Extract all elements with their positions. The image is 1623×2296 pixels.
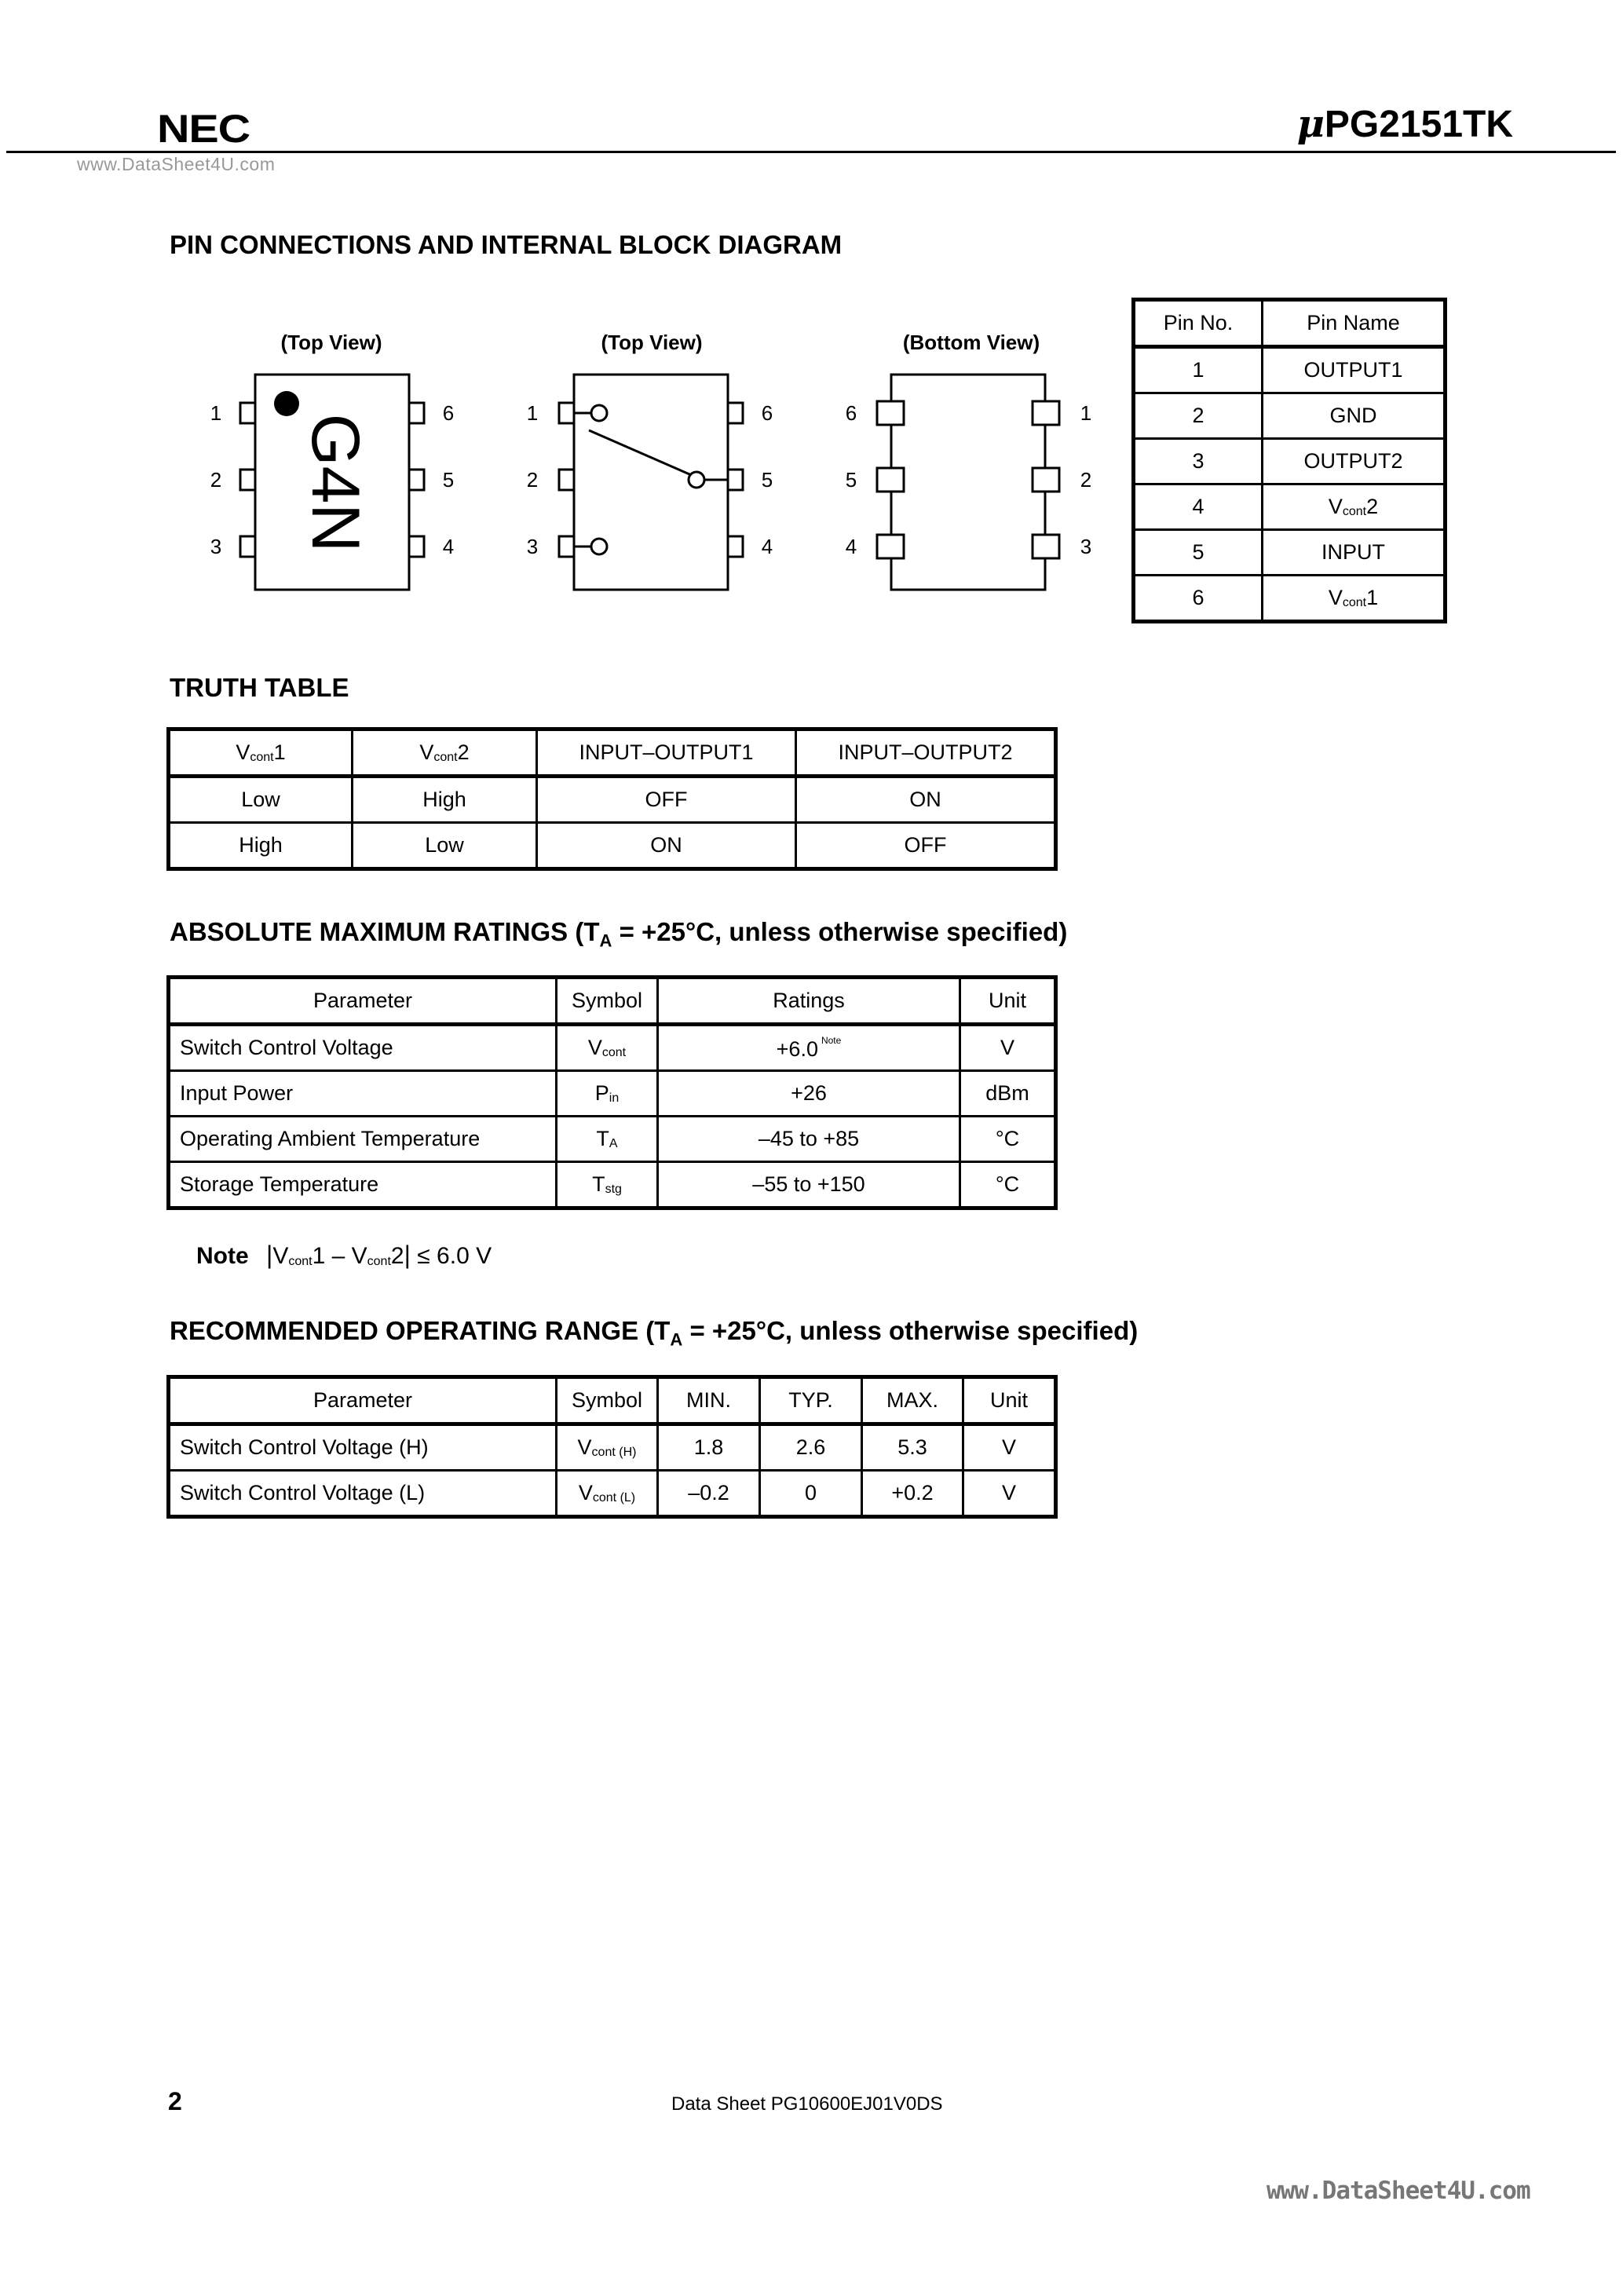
table-cell: Unit [960,978,1056,1025]
abs-max-title: ABSOLUTE MAXIMUM RATINGS ($T_A = +25^\circ C$, unless otherwise specified) [170,917,1068,951]
table-cell: °C [960,1117,1056,1162]
truth-header: INPUT–OUTPUT2 [796,729,1056,777]
table-cell: V [963,1471,1056,1517]
pin-label: 4 [442,535,455,558]
table-row [169,1471,1056,1517]
switch-arm [589,430,695,477]
pin-label: 2 [210,468,222,492]
truth-header: $V_{cont}2$ [353,729,537,777]
table-cell: dBm [960,1071,1056,1117]
truth-table-title: TRUTH TABLE [170,673,349,702]
table-cell: Switch Control Voltage (H) [169,1424,557,1471]
table-cell: OFF [537,777,796,823]
table-cell: V [963,1424,1056,1471]
rec-op-table [166,1375,1058,1519]
table-cell: $V_{cont (L)}$ [557,1471,658,1517]
pin-label: 1 [1080,401,1092,425]
pin-label: 5 [442,468,455,492]
table-cell: +0.2 [862,1471,963,1517]
abs-max-note: Note $|V_{cont}1 - V_{cont}2| \le 6.0$ V [196,1241,492,1269]
pin-no: 4 [1134,484,1263,530]
pin-label: 4 [761,535,773,558]
table-row [169,823,1056,869]
pin-label: 5 [845,468,857,492]
pin-name: OUTPUT2 [1263,439,1446,484]
pin-no: 5 [1134,530,1263,576]
pin-label: 3 [526,535,539,558]
pin-name: $V_{cont}2$ [1263,484,1446,530]
table-cell: Symbol [557,1377,658,1424]
table-cell: Switch Control Voltage (L) [169,1471,557,1517]
pin-no: 3 [1134,439,1263,484]
table-cell: TYP. [760,1377,862,1424]
abs-max-table [166,975,1058,1210]
table-cell: V [960,1025,1056,1071]
pin-label: 6 [845,401,857,425]
pin-diagrams [157,314,1099,612]
table-cell: –45 to +85 [658,1117,960,1162]
table-cell: +6.0 $^{Note}$ [658,1025,960,1071]
header-rule [6,151,1616,153]
pin-label: 3 [1080,535,1092,558]
pin-label: 1 [210,401,222,425]
pin-no-header: Pin No. [1134,300,1263,347]
pin1-dot-icon [274,391,299,416]
page-number: 2 [168,2087,182,2115]
table-cell: 5.3 [862,1424,963,1471]
table-cell: OFF [796,823,1056,869]
pin-no: 1 [1134,347,1263,393]
table-cell: MAX. [862,1377,963,1424]
table-row [169,1071,1056,1117]
pin-label: 2 [526,468,539,492]
table-cell: $P_{in}$ [557,1071,658,1117]
truth-table [166,727,1058,871]
package-block-diagram [559,375,743,590]
table-cell: High [353,777,537,823]
table-cell: Switch Control Voltage [169,1025,557,1071]
pin-no: 6 [1134,576,1263,622]
header-watermark[interactable]: www.DataSheet4U.com [77,154,276,174]
table-cell: Input Power [169,1071,557,1117]
pin-name: $V_{cont}1$ [1263,576,1446,622]
table-cell: $V_{cont}$ [557,1025,658,1071]
pin-section-title: PIN CONNECTIONS AND INTERNAL BLOCK DIAGRAM [170,230,843,259]
table-cell: Ratings [658,978,960,1025]
view-label-bottom: (Bottom View) [902,331,1040,354]
pin-label: 3 [210,535,222,558]
pin-name: OUTPUT1 [1263,347,1446,393]
pin-label: 6 [442,401,455,425]
pin-name: INPUT [1263,530,1446,576]
table-cell: Parameter [169,1377,557,1424]
pin-table [1131,298,1447,623]
table-cell: MIN. [658,1377,760,1424]
pin-label: 2 [1080,468,1092,492]
footer-doc-id: Data Sheet PG10600EJ01V0DS [671,2093,943,2115]
pin-name-header: Pin Name [1263,300,1446,347]
truth-header: INPUT–OUTPUT1 [537,729,796,777]
table-cell: High [169,823,353,869]
table-row [169,1117,1056,1162]
table-cell: Low [169,777,353,823]
table-cell: Low [353,823,537,869]
table-cell: °C [960,1162,1056,1208]
table-cell: Parameter [169,978,557,1025]
part-number: μPG2151TK [1296,102,1513,146]
table-cell: ON [796,777,1056,823]
table-cell: +26 [658,1071,960,1117]
table-row [169,1424,1056,1471]
table-row [169,1025,1056,1071]
table-cell: Symbol [557,978,658,1025]
pin-label: 6 [761,401,773,425]
table-cell: $T_A$ [557,1117,658,1162]
table-cell: Unit [963,1377,1056,1424]
table-cell: $T_{stg}$ [557,1162,658,1208]
table-cell: 1.8 [658,1424,760,1471]
table-cell: –0.2 [658,1471,760,1517]
view-label-top-1: (Top View) [280,331,382,354]
table-cell: ON [537,823,796,869]
package-bottom-view [877,375,1059,590]
pin-label: 4 [845,535,857,558]
table-cell: 2.6 [760,1424,862,1471]
truth-header: $V_{cont}1$ [169,729,353,777]
table-cell: –55 to +150 [658,1162,960,1208]
table-row [169,777,1056,823]
nec-logo: NEC [157,107,250,151]
pin-label: 1 [526,401,539,425]
package-marking: G4N [298,413,373,553]
rec-op-title: RECOMMENDED OPERATING RANGE ($T_A = +25^\circ C$, unless otherwise specified) [170,1316,1139,1350]
table-cell: Operating Ambient Temperature [169,1117,557,1162]
view-label-top-2: (Top View) [601,331,703,354]
table-cell: 0 [760,1471,862,1517]
pin-name: GND [1263,393,1446,439]
table-cell: $V_{cont (H)}$ [557,1424,658,1471]
pin-no: 2 [1134,393,1263,439]
footer-watermark[interactable]: www.DataSheet4U.com [1267,2177,1530,2205]
table-row [169,1162,1056,1208]
pin-label: 5 [761,468,773,492]
table-cell: Storage Temperature [169,1162,557,1208]
